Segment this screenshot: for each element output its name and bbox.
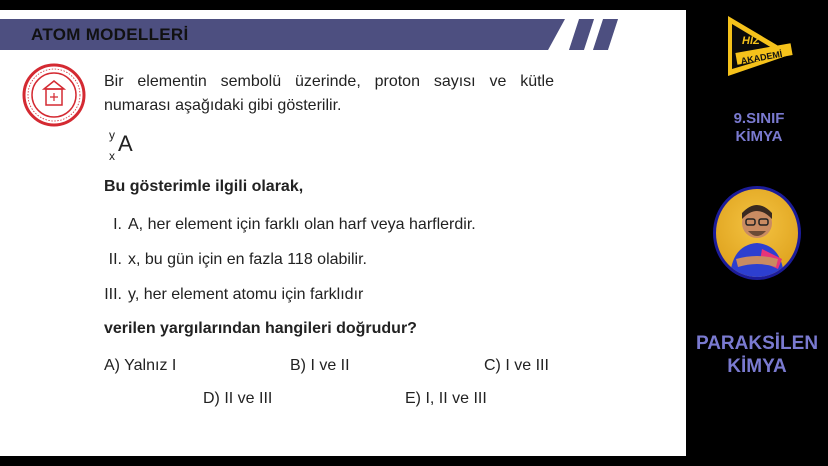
statement-number: I. (113, 216, 122, 233)
logo-brand-line2: AKADEMİ (740, 48, 784, 67)
element-symbol: A (118, 131, 133, 156)
question-intro: Bu gösterimle ilgili olarak, (104, 178, 304, 195)
option-b[interactable]: B) I ve II (290, 357, 350, 374)
mass-number-symbol: y (109, 128, 115, 142)
isotope-notation (104, 128, 164, 168)
hiz-akademi-logo-icon (722, 14, 796, 78)
question-stem: Bir elementin sembolü üzerinde, proton sayısı ve kütle numarası aşağıdaki gibi gösterilir. (104, 73, 554, 114)
question-slide (0, 10, 686, 456)
course-grade: 9.SINIF (733, 110, 785, 127)
option-c[interactable]: C) I ve III (484, 357, 549, 374)
banner-stripe (569, 19, 594, 50)
statement-2 (100, 251, 570, 269)
logo-brand-line1: HIZ (742, 35, 760, 47)
page-title: ATOM MODELLERİ (31, 25, 189, 44)
option-d[interactable]: D) II ve III (203, 390, 273, 407)
statement-3 (100, 286, 570, 304)
statement-text: y, her element atomu için farklıdır (128, 286, 364, 303)
statement-1 (100, 216, 570, 234)
statement-text: x, bu gün için en fazla 118 olabilir. (128, 251, 367, 268)
statement-number: II. (108, 251, 122, 268)
channel-label (688, 332, 826, 378)
atomic-number-symbol: x (109, 149, 115, 163)
statement-text: A, her element için farklı olan harf veya harflerdir. (128, 216, 476, 233)
teacher-photo-icon (716, 189, 798, 277)
meb-seal-icon (22, 63, 86, 127)
channel-name: PARAKSİLEN (695, 333, 819, 354)
course-subject: KİMYA (735, 128, 783, 145)
statement-number: III. (104, 286, 122, 303)
option-a[interactable]: A) Yalnız I (104, 357, 177, 374)
banner-stripe (593, 19, 618, 50)
course-label (714, 110, 804, 146)
question-prompt: verilen yargılarından hangileri doğrudur? (104, 320, 417, 337)
teacher-avatar (713, 186, 801, 280)
option-e[interactable]: E) I, II ve III (405, 390, 487, 407)
channel-subject: KİMYA (727, 356, 787, 377)
